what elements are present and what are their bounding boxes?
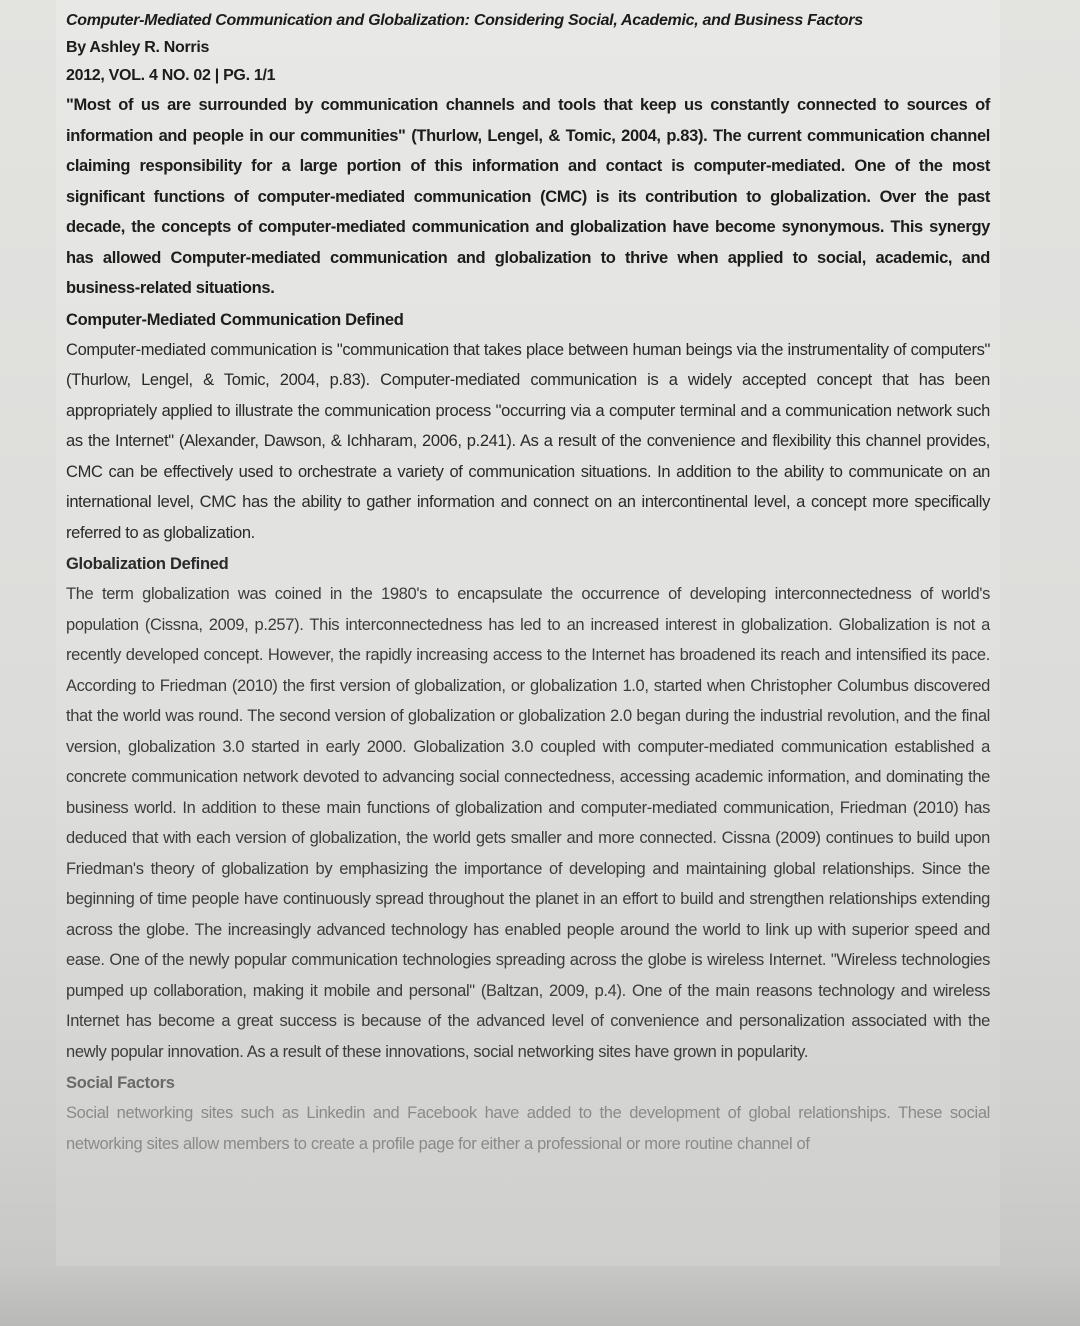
intro-paragraph: "Most of us are surrounded by communication channels and tools that keep us constantly connected to sources of information and people in our communities" (Thurlow, Lengel, & Tomic, 2004, p.83). The current communication channel claiming responsibility for a large portion of this information and contact is computer-mediated. One of the most significant functions of computer-mediated communication (CMC) is its contribution to globalization. Over the past decade, the concepts of computer-mediated communication and globalization have become synonymous. This synergy has allowed Computer-mediated communication and globalization to thrive when applied to social, academic, and business-related situations. bbox=[66, 96, 990, 297]
section-body-social-factors: Social networking sites such as Linkedin and Facebook have added to the development of global relationships. These social networking sites allow members to create a profile page for either a professional or more routine channel of bbox=[66, 1104, 990, 1153]
section-heading-globalization-defined: Globalization Defined bbox=[66, 555, 229, 573]
article-citation: 2012, VOL. 4 NO. 02 | PG. 1/1 bbox=[66, 67, 276, 84]
article-byline: By Ashley R. Norris bbox=[66, 39, 210, 56]
section-body-globalization-defined: The term globalization was coined in the 1980's to encapsulate the occurrence of developing interconnectedness of world's population (Cissna, 2009, p.257). This interconnectedness has led to an increased interest in globalization. Globalization is not a recently developed concept. However, the rapidly increasing access to the Internet has broadened its reach and intensified its pace. According to Friedman (2010) the first version of globalization, or globalization 1.0, started when Christopher Columbus discovered that the world was round. The second version of globalization or globalization 2.0 began during the industrial revolution, and the final version, globalization 3.0 started in early 2000. Globalization 3.0 coupled with computer-mediated communication established a concrete communication network devoted to advancing social connectedness, accessing academic information, and dominating the business world. In addition to these main functions of globalization and computer-mediated communication, Friedman (2010) has deduced that with each version of globalization, the world gets smaller and more connected. Cissna (2009) continues to build upon Friedman's theory of globalization by emphasizing the importance of developing and maintaining global relationships. Since the beginning of time people have continuously spread throughout the planet in an effort to build and strengthen relationships extending across the globe. The increasingly advanced technology has enabled people around the world to link up with superior speed and ease. One of the newly popular communication technologies spreading across the globe is wireless Internet. "Wireless technologies pumped up collaboration, making it mobile and personal" (Baltzan, 2009, p.4). One of the main reasons technology and wireless Internet has become a great success is because of the advanced level of convenience and personalization associated with the newly popular innovation. As a result of these innovations, social networking sites have grown in popularity. bbox=[66, 585, 990, 1061]
article-page bbox=[56, 0, 1000, 1266]
section-body-cmc-defined: Computer-mediated communication is "communication that takes place between human beings via the instrumentality of computers" (Thurlow, Lengel, & Tomic, 2004, p.83). Computer-mediated communication is a widely accepted concept that has been appropriately applied to illustrate the communication process "occurring via a computer terminal and a communication network such as the Internet" (Alexander, Dawson, & Ichharam, 2006, p.241). As a result of the convenience and flexibility this channel provides, CMC can be effectively used to orchestrate a variety of communication situations. In addition to the ability to communicate on an international level, CMC has the ability to gather information and connect on an intercontinental level, a concept more specifically referred to as globalization. bbox=[66, 340, 990, 542]
article-title: Computer-Mediated Communication and Globalization: Considering Social, Academic, and Business Factors bbox=[66, 12, 863, 29]
section-heading-social-factors: Social Factors bbox=[66, 1074, 175, 1092]
section-heading-cmc-defined: Computer-Mediated Communication Defined bbox=[66, 310, 404, 329]
screen-bottom-edge bbox=[0, 1266, 1080, 1326]
